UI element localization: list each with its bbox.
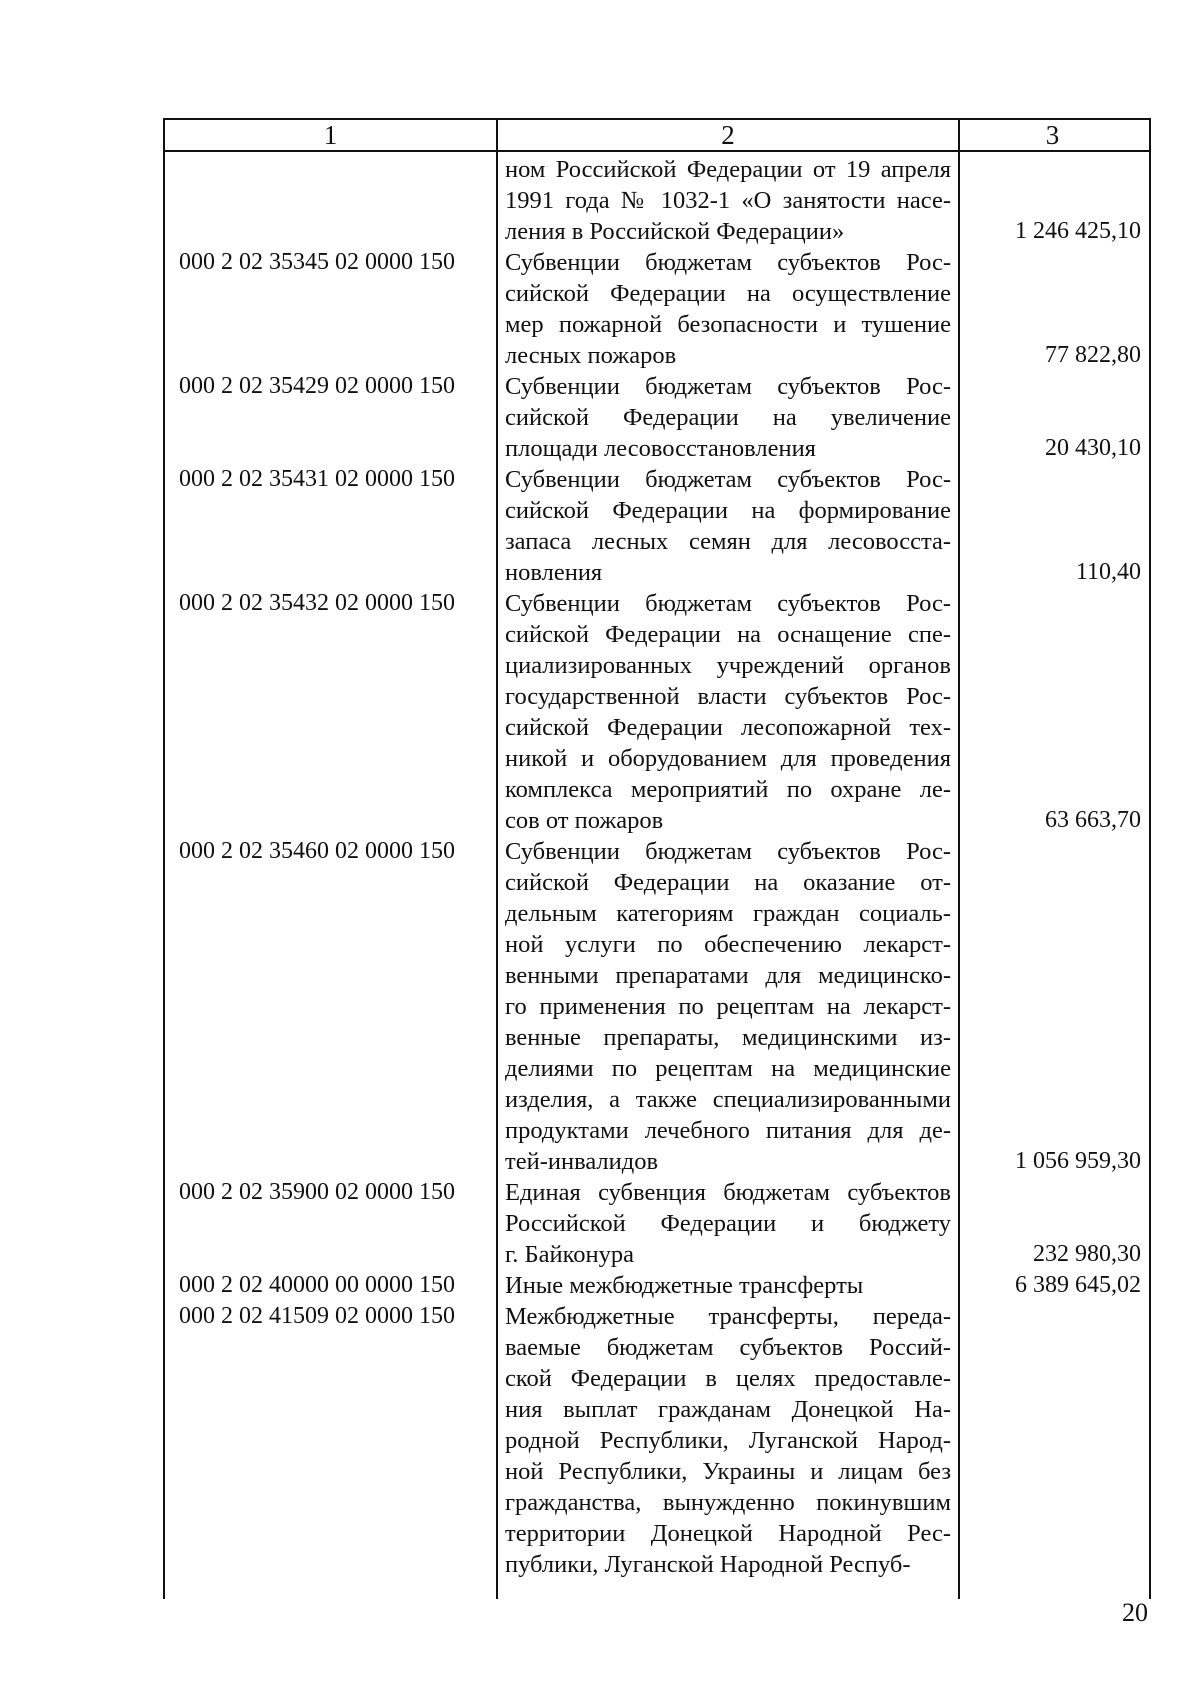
- table-row: [165, 836, 1149, 1177]
- description-line: сийской Федерации на осуществление: [505, 280, 951, 307]
- budget-code: 000 2 02 35429 02 0000 150: [179, 373, 455, 399]
- table-row: [165, 154, 1149, 247]
- description-line: Единая субвенция бюджетам субъектов: [505, 1179, 951, 1206]
- table-row: [165, 1177, 1149, 1270]
- header-col-2: 2: [721, 120, 735, 150]
- description-line: ной услуги по обеспечению лекарст-: [505, 931, 951, 958]
- row-amount: 20 430,10: [1045, 435, 1141, 461]
- table-header: [165, 120, 1149, 152]
- row-description: [505, 836, 951, 1177]
- description-line: ления в Российской Федерации»: [505, 218, 845, 245]
- table-row: [165, 1270, 1149, 1301]
- description-line: сийской Федерации на оказание от-: [505, 869, 951, 896]
- header-col-1: 1: [323, 120, 338, 150]
- description-line: тей-инвалидов: [505, 1148, 659, 1175]
- description-line: ной Республики, Украины и лицам без: [505, 1458, 951, 1485]
- description-line: ской Федерации в целях предоставле-: [505, 1365, 951, 1392]
- header-col-3: 3: [1045, 120, 1060, 150]
- description-line: лесных пожаров: [505, 342, 677, 369]
- budget-code: 000 2 02 35345 02 0000 150: [179, 249, 455, 275]
- description-line: продуктами лечебного питания для де-: [505, 1117, 951, 1144]
- row-amount: 1 056 959,30: [1015, 1148, 1141, 1174]
- description-line: Субвенции бюджетам субъектов Рос-: [505, 838, 951, 865]
- table-body: [165, 152, 1149, 1599]
- description-line: новления: [505, 559, 603, 586]
- row-description: [505, 1177, 951, 1270]
- table-row: [165, 247, 1149, 371]
- row-amount: 63 663,70: [1045, 807, 1141, 833]
- description-line: сийской Федерации на увеличение: [505, 404, 951, 431]
- description-line: сийской Федерации на формирование: [505, 497, 951, 524]
- budget-code: 000 2 02 35431 02 0000 150: [179, 466, 455, 492]
- description-line: публики, Луганской Народной Респуб-: [505, 1551, 911, 1578]
- description-line: площади лесовосстановления: [505, 435, 816, 462]
- description-line: Субвенции бюджетам субъектов Рос-: [505, 373, 951, 400]
- description-line: венные препараты, медицинскими из-: [505, 1024, 951, 1051]
- row-amount: 6 389 645,02: [1015, 1272, 1141, 1298]
- budget-code: 000 2 02 35432 02 0000 150: [179, 590, 455, 616]
- row-amount: 232 980,30: [1033, 1241, 1141, 1267]
- budget-table: [163, 118, 1151, 1599]
- page-number: 20: [1122, 1598, 1148, 1627]
- description-line: комплекса мероприятий по охране ле-: [505, 776, 951, 803]
- table-row: [165, 371, 1149, 464]
- description-line: государственной власти субъектов Рос-: [505, 683, 951, 710]
- row-description: [505, 247, 951, 371]
- description-line: ном Российской Федерации от 19 апреля: [505, 156, 951, 183]
- row-description: [505, 154, 951, 247]
- description-line: гражданства, вынужденно покинувшим: [505, 1489, 951, 1516]
- description-line: сийской Федерации на оснащение спе-: [505, 621, 951, 648]
- row-description: [505, 1270, 951, 1301]
- description-line: г. Байконура: [505, 1241, 634, 1268]
- description-line: Иные межбюджетные трансферты: [505, 1272, 864, 1299]
- description-line: изделия, а также специализированными: [505, 1086, 951, 1113]
- row-amount: 77 822,80: [1045, 342, 1141, 368]
- row-description: [505, 588, 951, 836]
- description-line: территории Донецкой Народной Рес-: [505, 1520, 951, 1547]
- table-row: [165, 464, 1149, 588]
- description-line: сийской Федерации лесопожарной тех-: [505, 714, 951, 741]
- description-line: го применения по рецептам на лекарст-: [505, 993, 951, 1020]
- table-row: [165, 1301, 1149, 1580]
- description-line: 1991 года № 1032-1 «О занятости насе-: [505, 187, 951, 214]
- budget-code: 000 2 02 35460 02 0000 150: [179, 838, 455, 864]
- description-line: Субвенции бюджетам субъектов Рос-: [505, 249, 951, 276]
- description-line: никой и оборудованием для проведения: [505, 745, 951, 772]
- row-description: [505, 371, 951, 464]
- description-line: ния выплат гражданам Донецкой На-: [505, 1396, 951, 1423]
- description-line: сов от пожаров: [505, 807, 664, 834]
- description-line: родной Республики, Луганской Народ-: [505, 1427, 951, 1454]
- description-line: венными препаратами для медицинско-: [505, 962, 951, 989]
- description-line: Субвенции бюджетам субъектов Рос-: [505, 466, 951, 493]
- row-description: [505, 464, 951, 588]
- description-line: делиями по рецептам на медицинские: [505, 1055, 951, 1082]
- description-line: запаса лесных семян для лесовосста-: [505, 528, 951, 555]
- budget-code: 000 2 02 35900 02 0000 150: [179, 1179, 455, 1205]
- description-line: ваемые бюджетам субъектов Россий-: [505, 1334, 951, 1361]
- budget-code: 000 2 02 40000 00 0000 150: [179, 1272, 455, 1298]
- description-line: дельным категориям граждан социаль-: [505, 900, 951, 927]
- row-amount: 1 246 425,10: [1015, 218, 1141, 244]
- description-line: мер пожарной безопасности и тушение: [505, 311, 951, 338]
- budget-code: 000 2 02 41509 02 0000 150: [179, 1303, 455, 1329]
- table-row: [165, 588, 1149, 836]
- row-amount: 110,40: [1075, 559, 1141, 585]
- description-line: Российской Федерации и бюджету: [505, 1210, 951, 1237]
- row-description: [505, 1301, 951, 1580]
- description-line: Субвенции бюджетам субъектов Рос-: [505, 590, 951, 617]
- description-line: Межбюджетные трансферты, переда-: [505, 1303, 951, 1330]
- description-line: циализированных учреждений органов: [505, 652, 951, 679]
